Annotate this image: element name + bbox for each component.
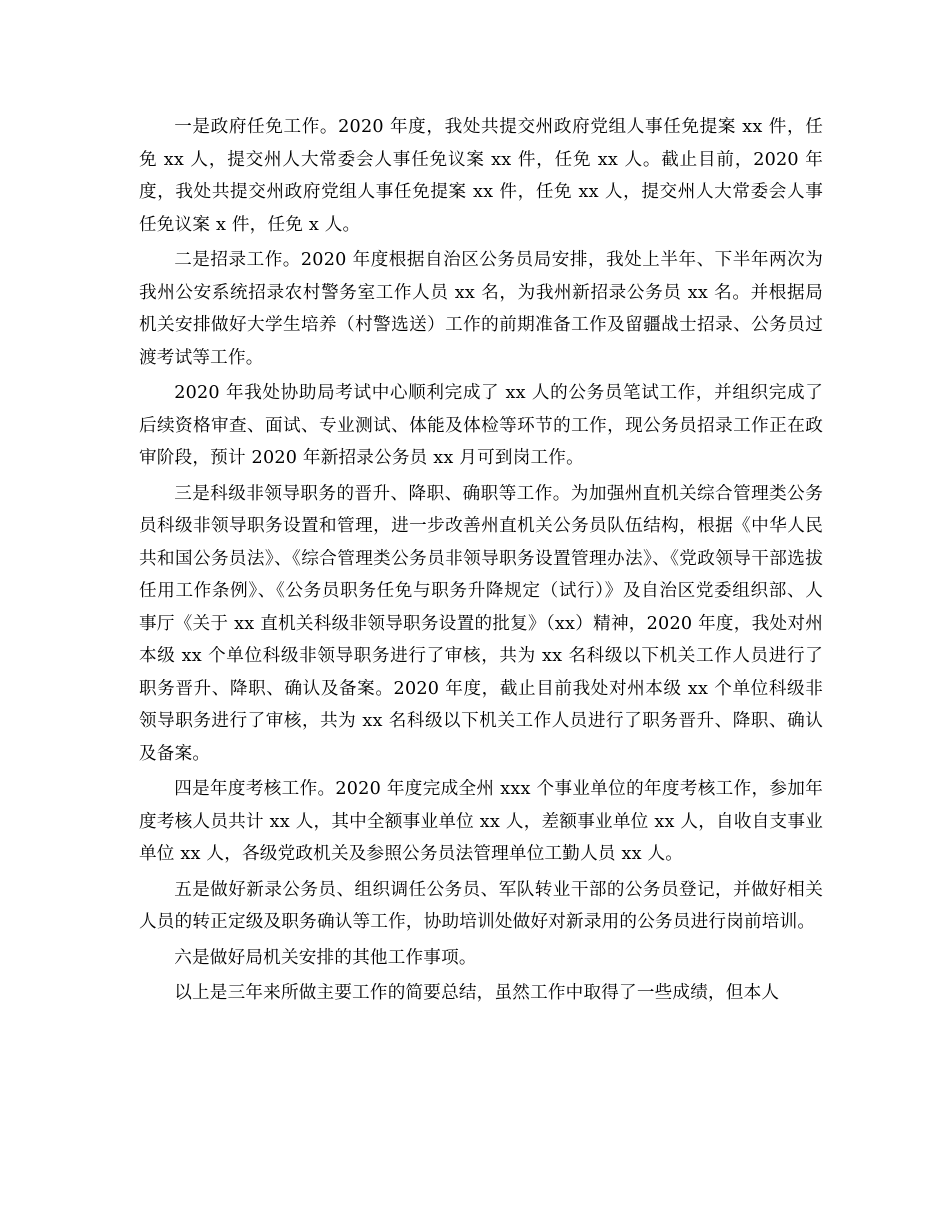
paragraph-written-exam: 2020 年我处协助局考试中心顺利完成了 xx 人的公务员笔试工作，并组织完成了后续资格审查、面试、专业测试、体能及体检等环节的工作，现公务员招录工作正在政审阶段，预计 2020 年新招录公务员 xx 月可到岗工作。 [139, 383, 823, 468]
paragraph-other-tasks: 六是做好局机关安排的其他工作事项。 [174, 947, 477, 968]
paragraph-appointment: 一是政府任免工作。2020 年度，我处共提交州政府党组人事任免提案 xx 件，任免 xx 人，提交州人大常委会人事任免议案 xx 件，任免 xx 人。截止目前，2020 年度，我处共提交州政府党组人事任免提案 xx 件，任免 xx 人，提交州人大常委会人事任免议案 x 件，任免 x 人。 [139, 117, 823, 235]
paragraph-recruitment: 二是招录工作。2020 年度根据自治区公务员局安排，我处上半年、下半年两次为我州公安系统招录农村警务室工作人员 xx 名，为我州新招录公务员 xx 名。并根据局机关安排做好大学生培养（村警选送）工作的前期准备工作及留疆战士招录、公务员过渡考试等工作。 [139, 250, 823, 368]
paragraph-registration: 五是做好新录公务员、组织调任公务员、军队转业干部的公务员登记，并做好相关人员的转正定级及职务确认等工作，协助培训处做好对新录用的公务员进行岗前培训。 [139, 879, 823, 932]
paragraph-annual-assessment: 四是年度考核工作。2020 年度完成全州 xxx 个事业单位的年度考核工作，参加年度考核人员共计 xx 人，其中全额事业单位 xx 人，差额事业单位 xx 人，自收自支事业单位 xx 人，各级党政机关及参照公务员法管理单位工勤人员 xx 人。 [139, 779, 823, 864]
paragraph-rank-promotion: 三是科级非领导职务的晋升、降职、确职等工作。为加强州直机关综合管理类公务员科级非领导职务设置和管理，进一步改善州直机关公务员队伍结构，根据《中华人民共和国公务员法》、《综合管理类公务员非领导职务设置管理办法》、《党政领导干部选拔任用工作条例》、《公务员职务任免与职务升降规定（试行）》及自治区党委组织部、人事厅《关于 xx 直机关科级非领导职务设置的批复》（xx）精神，2020 年度，我处对州本级 xx 个单位科级非领导职务进行了审核，共为 xx 名科级以下机关工作人员进行了职务晋升、降职、确认及备案。2020 年度，截止目前我处对州本级 xx 个单位科级非领导职务进行了审核，共为 xx 名科级以下机关工作人员进行了职务晋升、降职、确认及备案。 [139, 483, 823, 764]
paragraph-summary: 以上是三年来所做主要工作的简要总结，虽然工作中取得了一些成绩，但本人 [174, 983, 780, 1003]
document-body [139, 111, 823, 1013]
